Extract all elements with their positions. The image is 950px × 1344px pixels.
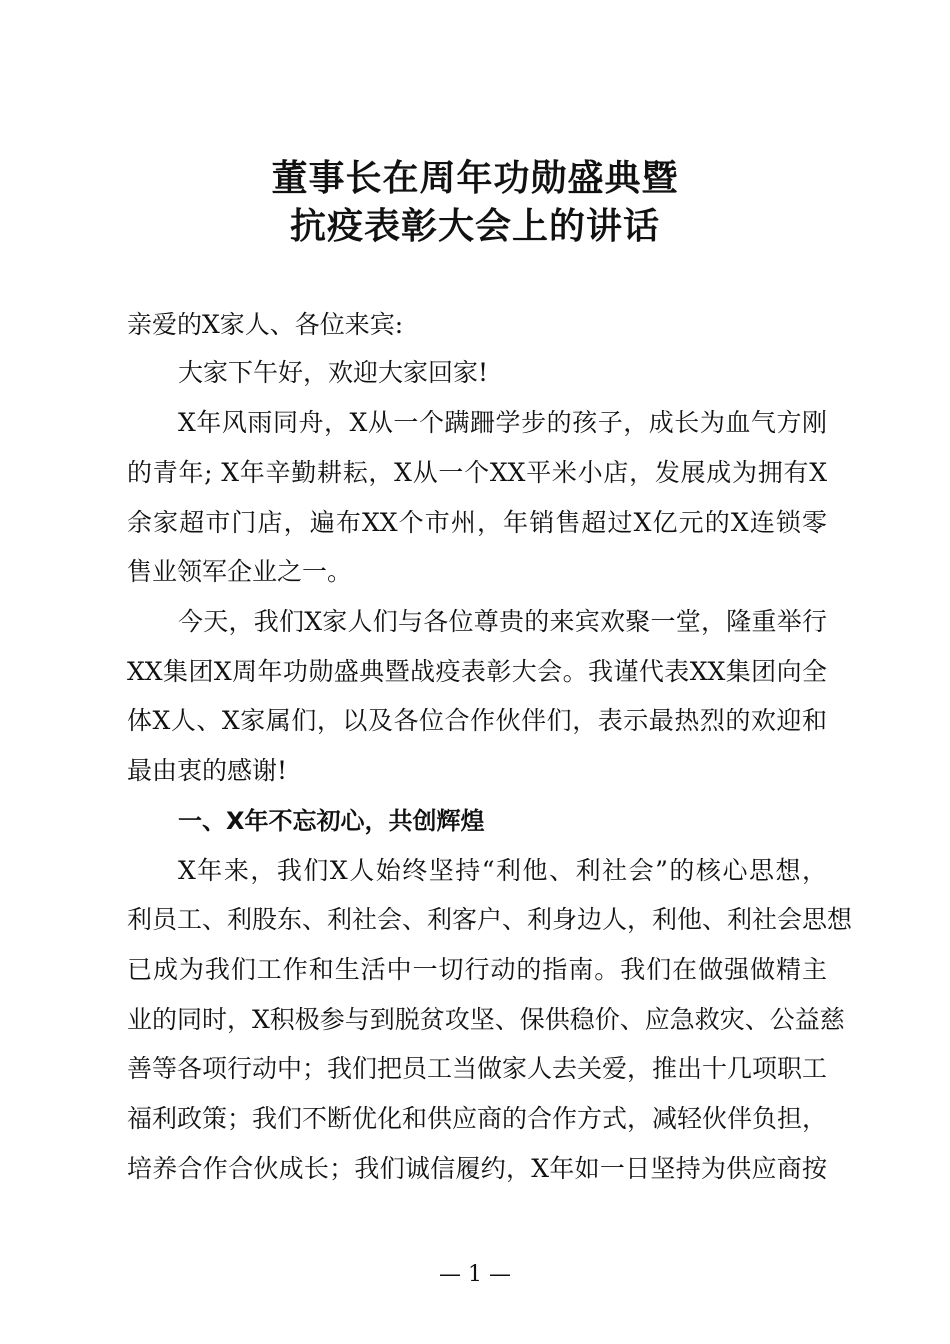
document-title-line-2: 抗疫表彰大会上的讲话 [289,206,660,247]
paragraph-3-line: 培养合作合伙成长；我们诚信履约，X年如一日坚持为供应商按 [127,1154,827,1183]
document-title-line-1: 董事长在周年功勋盛典暨 [271,158,679,199]
paragraph-2-line: 最由衷的感谢! [127,756,288,785]
salutation: 亲爱的X家人、各位来宾: [127,310,404,339]
paragraph-1-line: 售业领军企业之一。 [127,557,353,586]
paragraph-3-line: 已成为我们工作和生活中一切行动的指南。我们在做强做精主 [127,955,827,984]
paragraph-3-line: 善等各项行动中；我们把员工当做家人去关爱，推出十几项职工 [127,1054,828,1083]
paragraph-3-line: 业的同时，X积极参与到脱贫攻坚、保供稳价、应急救灾、公益慈 [127,1005,845,1034]
paragraph-2-line: XX集团X周年功勋盛典暨战疫表彰大会。我谨代表XX集团向全 [127,657,827,686]
paragraph-3-line: 福利政策；我们不断优化和供应商的合作方式，减轻伙伴负担， [127,1104,828,1133]
paragraph-2-line: 今天，我们X家人们与各位尊贵的来宾欢聚一堂，隆重举行 [178,607,827,636]
paragraph-1-line: 余家超市门店，遍布XX个市州，年销售超过X亿元的X连锁零 [127,508,827,537]
page-number: — 1 — [439,1262,511,1287]
paragraph-3-line: 利员工、利股东、利社会、利客户、利身边人，利他、利社会思想 [127,905,853,934]
paragraph-3-line: X年来，我们X人始终坚持“利他、利社会”的核心思想， [178,856,827,885]
greeting: 大家下午好，欢迎大家回家! [178,358,489,387]
paragraph-1-line: X年风雨同舟，X从一个蹒跚学步的孩子，成长为血气方刚 [178,408,827,437]
paragraph-2-line: 体X人、X家属们，以及各位合作伙伴们，表示最热烈的欢迎和 [127,706,827,735]
section-heading: 一、X年不忘初心，共创辉煌 [178,807,485,835]
paragraph-1-line: 的青年; X年辛勤耕耘，X从一个XX平米小店，发展成为拥有X [127,458,827,487]
